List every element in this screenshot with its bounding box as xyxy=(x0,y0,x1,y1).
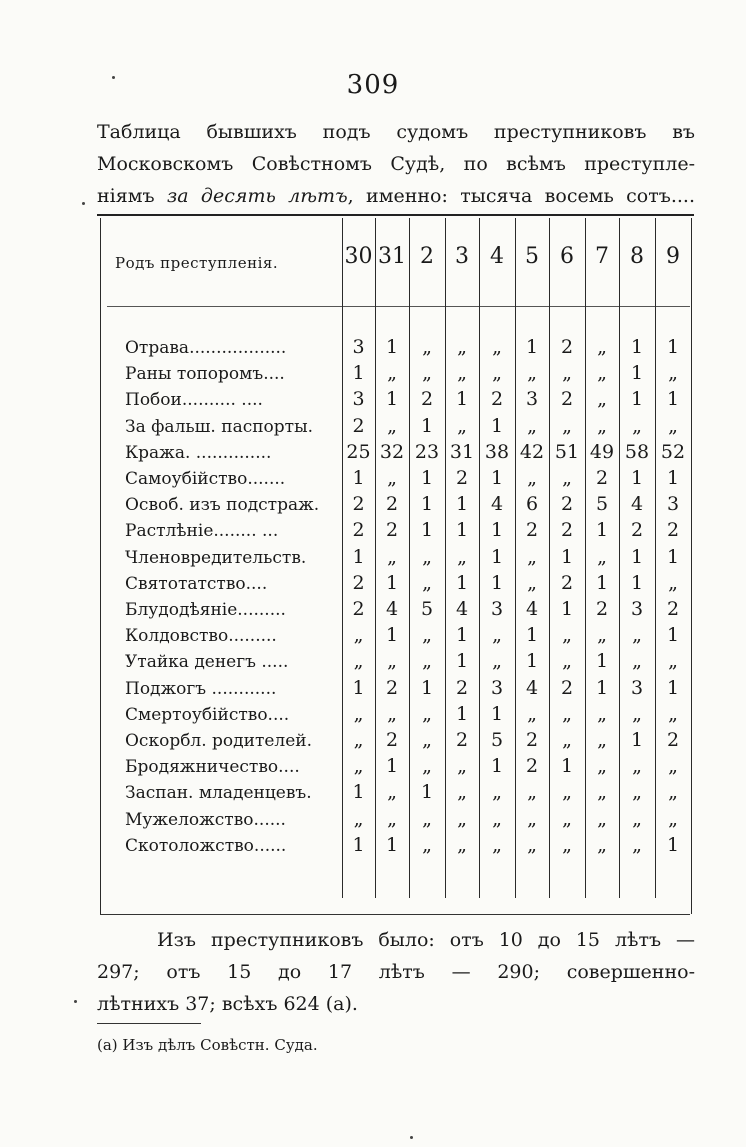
table-cell: „ xyxy=(457,362,467,385)
table-cell: 1 xyxy=(420,781,434,804)
table-cell: 1 xyxy=(630,729,644,751)
table-cell: 1 xyxy=(352,833,365,856)
table-cell: „ xyxy=(422,362,432,385)
table-cell: 1 xyxy=(490,702,504,725)
table-cell: „ xyxy=(527,467,537,489)
table-cell: „ xyxy=(422,833,432,856)
table-cell: „ xyxy=(562,362,572,385)
table-cell: „ xyxy=(387,362,397,385)
table-cell: „ xyxy=(597,755,607,778)
table-cell: 4 xyxy=(490,493,504,516)
table-cell: „ xyxy=(562,702,572,725)
table-cell: 3 xyxy=(630,676,644,699)
table-cell: 4 xyxy=(525,676,539,699)
table-cell: 1 xyxy=(525,624,539,647)
table-cell: 2 xyxy=(352,598,365,620)
table-cell: „ xyxy=(353,729,364,751)
crime-statistics-table xyxy=(97,214,694,920)
table-cell: „ xyxy=(457,755,467,778)
table-cell: 1 xyxy=(385,388,399,411)
table-cell: 52 xyxy=(660,440,686,463)
table-cell: 1 xyxy=(630,545,644,568)
table-cell: „ xyxy=(562,467,572,489)
year-header: 4 xyxy=(490,244,504,269)
print-speck xyxy=(112,76,115,79)
table-cell: „ xyxy=(457,807,467,830)
table-cell: 1 xyxy=(560,545,574,568)
table-cell: 2 xyxy=(352,519,365,542)
table-cell: 1 xyxy=(560,755,574,778)
table-cell: 2 xyxy=(666,519,680,542)
crime-type-label: Освоб. изъ подстраж. xyxy=(125,495,320,516)
table-cell: 1 xyxy=(595,650,609,673)
print-speck xyxy=(410,1136,413,1139)
table-cell: „ xyxy=(353,702,364,725)
table-cell: „ xyxy=(527,781,537,804)
table-cell: „ xyxy=(353,755,364,778)
table-cell: „ xyxy=(668,755,678,778)
table-cell: „ xyxy=(422,571,432,594)
table-cell: „ xyxy=(422,650,432,673)
crime-type-label: Колдовство......... xyxy=(125,626,277,647)
table-cell: „ xyxy=(422,545,432,568)
table-cell: 1 xyxy=(630,467,644,489)
table-cell: „ xyxy=(387,650,397,673)
table-bottom-rule xyxy=(100,914,690,915)
table-cell: „ xyxy=(527,545,537,568)
table-cell: 2 xyxy=(666,598,680,620)
table-cell: „ xyxy=(457,336,467,358)
table-cell: „ xyxy=(632,414,642,437)
footnote: (а) Изъ дѣлъ Совѣстн. Суда. xyxy=(97,1036,318,1054)
table-cell: 2 xyxy=(455,676,469,699)
table-cell: „ xyxy=(597,545,607,568)
table-cell: „ xyxy=(353,807,364,830)
crime-type-label: Отрава.................. xyxy=(125,338,287,358)
caption-line-3-start: ніямъ xyxy=(97,185,167,207)
table-cell: 2 xyxy=(455,467,469,489)
table-cell: 4 xyxy=(385,598,399,620)
table-cell: „ xyxy=(597,781,607,804)
table-cell: 1 xyxy=(595,676,609,699)
table-cell: 2 xyxy=(525,519,539,542)
table-cell: „ xyxy=(597,624,607,647)
table-cell: „ xyxy=(632,755,642,778)
table-cell: „ xyxy=(527,807,537,830)
table-cell: „ xyxy=(597,336,607,358)
table-cell: 2 xyxy=(560,336,574,358)
table-cell: 4 xyxy=(525,598,539,620)
table-cell: „ xyxy=(597,362,607,385)
table-cell: 1 xyxy=(595,571,609,594)
crime-type-label: Кража. .............. xyxy=(125,442,272,463)
table-cell: „ xyxy=(422,624,432,647)
table-cell: 1 xyxy=(352,545,365,568)
table-cell: 3 xyxy=(630,598,644,620)
crime-type-label: Растлѣніе........ ... xyxy=(125,521,279,542)
table-cell: „ xyxy=(387,807,397,830)
crime-type-label: Оскорбл. родителей. xyxy=(125,731,313,751)
table-cell: 1 xyxy=(666,467,680,489)
table-cell: „ xyxy=(597,388,607,411)
table-cell: „ xyxy=(422,755,432,778)
table-cell: 2 xyxy=(560,676,574,699)
table-cell: 1 xyxy=(385,571,399,594)
table-cell: 3 xyxy=(666,493,680,516)
table-cell: 1 xyxy=(385,624,399,647)
table-cell: 2 xyxy=(490,388,504,411)
year-header: 8 xyxy=(630,244,644,269)
summary-line-3: лѣтнихъ 37; всѣхъ 624 (а). xyxy=(97,993,358,1015)
table-cell: „ xyxy=(668,414,678,437)
table-cell: 32 xyxy=(379,440,405,463)
caption-line-3-end: , именно: тысяча восемь сотъ.... xyxy=(347,185,695,207)
table-cell: „ xyxy=(527,362,537,385)
crime-type-label: Бродяжничество.... xyxy=(125,757,300,778)
table-cell: 1 xyxy=(525,650,539,673)
table-cell: „ xyxy=(353,624,364,647)
table-cell: 2 xyxy=(525,755,539,778)
table-cell: 3 xyxy=(352,388,365,411)
table-cell: „ xyxy=(387,414,397,437)
table-cell: „ xyxy=(492,650,502,673)
table-cell: 1 xyxy=(455,493,469,516)
table-cell: „ xyxy=(387,702,397,725)
table-cell: 3 xyxy=(352,336,365,358)
crime-type-label: Самоубійство....... xyxy=(125,469,286,489)
year-header: 2 xyxy=(420,244,434,269)
table-cell: 1 xyxy=(490,519,504,542)
table-cell: „ xyxy=(597,833,607,856)
table-cell: 1 xyxy=(455,571,469,594)
crime-type-label: Членовредительств. xyxy=(125,547,307,568)
summary-line-1: Изъ преступниковъ было: отъ 10 до 15 лѣтъ — xyxy=(157,929,695,951)
table-cell: „ xyxy=(668,807,678,830)
table-cell: „ xyxy=(457,414,467,437)
summary-line-2: 297; отъ 15 до 17 лѣтъ — 290; совершенно- xyxy=(97,961,695,983)
table-cell: 2 xyxy=(352,414,365,437)
footer-summary xyxy=(97,924,695,1020)
table-cell: 2 xyxy=(560,571,574,594)
table-cell: 51 xyxy=(554,440,580,463)
table-cell: 1 xyxy=(420,519,434,542)
year-header: 9 xyxy=(666,244,680,269)
table-cell: 1 xyxy=(666,388,680,411)
table-cell: 1 xyxy=(385,336,399,358)
year-header: 31 xyxy=(378,244,406,269)
table-cell: „ xyxy=(457,833,467,856)
caption-line-2: Московскомъ Совѣстномъ Судѣ, по всѣмъ преступле- xyxy=(97,153,695,175)
table-cell: 1 xyxy=(490,414,504,437)
year-header: 30 xyxy=(344,244,373,269)
table-cell: „ xyxy=(387,545,397,568)
table-cell: „ xyxy=(562,414,572,437)
crime-type-label: Заспан. младенцевъ. xyxy=(125,783,312,804)
table-cell: „ xyxy=(562,650,572,673)
table-cell: „ xyxy=(562,624,572,647)
table-cell: 1 xyxy=(455,519,469,542)
table-cell: 1 xyxy=(490,571,504,594)
table-cell: 2 xyxy=(595,467,609,489)
table-cell: 1 xyxy=(630,362,644,385)
table-cell: „ xyxy=(597,414,607,437)
table-cell: „ xyxy=(562,729,572,751)
table-cell: 1 xyxy=(352,676,365,699)
crime-type-label: Смертоубійство.... xyxy=(125,704,290,725)
table-cell: „ xyxy=(597,702,607,725)
crime-type-header: Родъ преступленія. xyxy=(115,254,279,272)
table-cell: 1 xyxy=(455,624,469,647)
table-cell: 5 xyxy=(490,729,504,751)
table-cell: 3 xyxy=(490,676,504,699)
table-caption xyxy=(97,116,695,212)
table-cell: 1 xyxy=(352,362,365,385)
table-cell: 1 xyxy=(455,650,469,673)
table-cell: „ xyxy=(597,807,607,830)
table-cell: 2 xyxy=(385,519,399,542)
table-cell: 4 xyxy=(630,493,644,516)
crime-type-label: Блудодѣяніе......... xyxy=(125,600,286,620)
table-cell: „ xyxy=(632,781,642,804)
crime-type-label: Раны топоромъ.... xyxy=(125,364,285,385)
crime-type-label: Мужеложство...... xyxy=(125,809,286,830)
table-cell: „ xyxy=(492,336,502,358)
table-cell: 2 xyxy=(352,571,365,594)
table-cell: 1 xyxy=(420,493,434,516)
table-cell: „ xyxy=(527,414,537,437)
table-cell: „ xyxy=(422,807,432,830)
table-cell: 1 xyxy=(630,388,644,411)
table-cell: 1 xyxy=(420,676,434,699)
table-cell: 1 xyxy=(385,833,399,856)
table-cell: 1 xyxy=(352,467,365,489)
table-cell: 1 xyxy=(455,702,469,725)
table-cell: „ xyxy=(632,624,642,647)
table-cell: 25 xyxy=(346,440,371,463)
crime-type-label: Побои.......... .... xyxy=(125,390,263,411)
table-cell: 2 xyxy=(525,729,539,751)
table-top-rule xyxy=(97,214,694,216)
print-speck xyxy=(82,202,85,205)
footnote-rule xyxy=(97,1023,201,1024)
table-cell: 5 xyxy=(420,598,434,620)
year-header: 3 xyxy=(455,244,469,269)
table-cell: „ xyxy=(492,362,502,385)
table-cell: 2 xyxy=(385,676,399,699)
table-cell: „ xyxy=(527,833,537,856)
crime-type-label: Утайка денегъ ..... xyxy=(125,652,289,673)
table-cell: „ xyxy=(668,781,678,804)
table-cell: 1 xyxy=(560,598,574,620)
table-cell: „ xyxy=(527,571,537,594)
table-cell: 3 xyxy=(525,388,539,411)
table-cell: 1 xyxy=(666,336,680,358)
table-cell: „ xyxy=(492,624,502,647)
table-cell: 2 xyxy=(455,729,469,751)
table-cell: „ xyxy=(387,467,397,489)
year-header: 6 xyxy=(560,244,574,269)
table-cell: 1 xyxy=(666,833,680,856)
crime-type-label: За фальш. паспорты. xyxy=(125,416,314,437)
table-cell: 2 xyxy=(420,388,434,411)
table-cell: „ xyxy=(562,807,572,830)
crime-type-label: Поджогъ ............ xyxy=(125,678,277,699)
table-cell: 4 xyxy=(455,598,469,620)
table-cell: 2 xyxy=(352,493,365,516)
table-cell: „ xyxy=(527,702,537,725)
table-cell: 58 xyxy=(624,440,650,463)
table-cell: „ xyxy=(492,833,502,856)
table-cell: „ xyxy=(422,729,432,751)
table-cell: „ xyxy=(457,781,467,804)
table-cell: 2 xyxy=(560,519,574,542)
table-cell: 1 xyxy=(490,467,504,489)
table-cell: 2 xyxy=(560,493,574,516)
table-cell: 1 xyxy=(666,624,680,647)
table-cell: „ xyxy=(632,702,642,725)
table-cell: 38 xyxy=(484,440,510,463)
table-cell: 3 xyxy=(490,598,504,620)
table-cell: 2 xyxy=(385,729,399,751)
table-cell: 2 xyxy=(666,729,680,751)
table-cell: „ xyxy=(632,833,642,856)
table-cell: 1 xyxy=(630,336,644,358)
table-cell: 1 xyxy=(490,755,504,778)
table-cell: 1 xyxy=(630,571,644,594)
table-cell: „ xyxy=(422,336,432,358)
crime-type-label: Скотоложство...... xyxy=(125,835,287,856)
table-cell: 2 xyxy=(595,598,609,620)
table-cell: 31 xyxy=(449,440,475,463)
table-cell: 1 xyxy=(595,519,609,542)
table-cell: 2 xyxy=(385,493,399,516)
caption-line-3 xyxy=(97,180,695,212)
table-cell: 1 xyxy=(490,545,504,568)
caption-line-1: Таблица бывшихъ подъ судомъ преступниковъ въ xyxy=(97,121,695,143)
table-cell: 1 xyxy=(455,388,469,411)
table-cell: 1 xyxy=(420,414,434,437)
table-cell: „ xyxy=(562,833,572,856)
table-cell: „ xyxy=(353,650,364,673)
table-cell: „ xyxy=(632,807,642,830)
table-cell: 23 xyxy=(414,440,440,463)
table-cell: „ xyxy=(387,781,397,804)
table-header-rule xyxy=(107,306,690,307)
table-cell: „ xyxy=(668,571,678,594)
table-cell: „ xyxy=(492,807,502,830)
table-cell: „ xyxy=(668,702,678,725)
crime-type-label: Святотатство.... xyxy=(125,573,268,594)
table-cell: „ xyxy=(668,362,678,385)
caption-emphasis: за десять лѣтъ xyxy=(166,185,348,207)
table-cell: „ xyxy=(632,650,642,673)
page-number: 309 xyxy=(346,70,400,100)
table-cell: 2 xyxy=(560,388,574,411)
table-cell: 5 xyxy=(595,493,609,516)
table-cell: 1 xyxy=(385,755,399,778)
table-cell: 2 xyxy=(630,519,644,542)
table-cell: 42 xyxy=(519,440,545,463)
year-header: 5 xyxy=(525,244,539,269)
table-cell: 1 xyxy=(666,676,680,699)
table-cell: 49 xyxy=(589,440,615,463)
table-cell: 1 xyxy=(352,781,365,804)
table-cell: „ xyxy=(492,781,502,804)
table-cell: „ xyxy=(457,545,467,568)
table-cell: 6 xyxy=(525,493,539,516)
table-cell: „ xyxy=(597,729,607,751)
table-cell: 1 xyxy=(525,336,539,358)
year-header: 7 xyxy=(595,244,609,269)
table-cell: „ xyxy=(422,702,432,725)
table-row xyxy=(97,833,694,864)
print-speck xyxy=(74,1000,77,1003)
table-cell: „ xyxy=(562,781,572,804)
table-cell: 1 xyxy=(420,467,434,489)
table-cell: „ xyxy=(668,650,678,673)
table-cell: 1 xyxy=(666,545,680,568)
